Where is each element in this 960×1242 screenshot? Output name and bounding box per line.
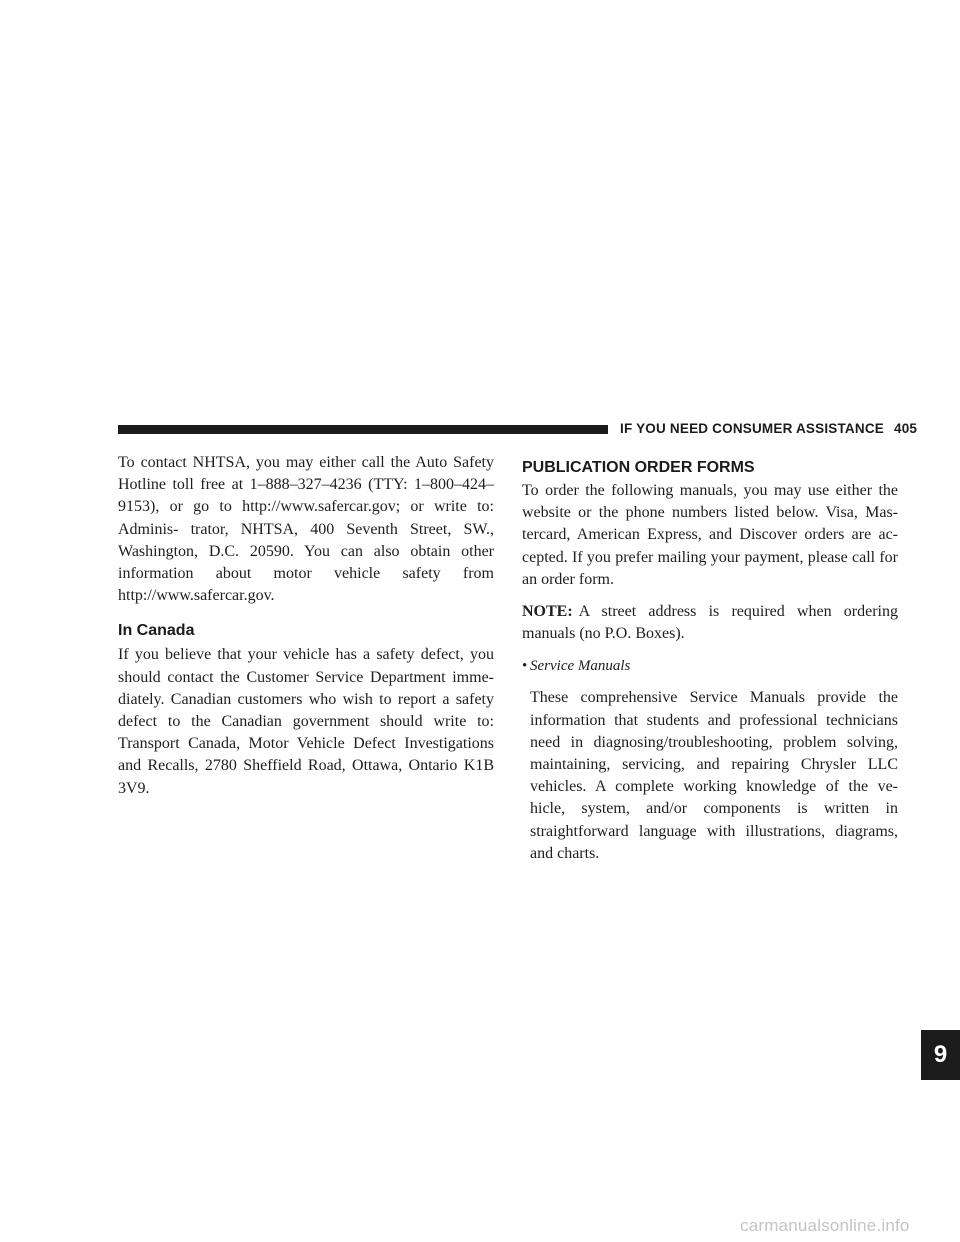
canada-paragraph: If you believe that your vehicle has a safety defect, you should contact the Customer Service Department imme- diately. Canadian customers who wish to report a safety defect to the Canadian government should write to: Transport Canada, Motor Vehicle Defect Investigations and Recalls, 2780 Sheffield Road, Ottawa, Ontario K1B 3V9. bbox=[118, 646, 494, 797]
note-paragraph bbox=[522, 601, 898, 645]
running-header bbox=[620, 421, 917, 436]
bullet-item bbox=[522, 655, 898, 677]
header-title: IF YOU NEED CONSUMER ASSISTANCE bbox=[620, 421, 884, 436]
header-rule bbox=[118, 425, 608, 434]
bullet-label: Service Manuals bbox=[530, 658, 631, 675]
service-manuals-paragraph: These comprehensive Service Manuals provide the information that students and professional technicians need in diagnosing/troubleshooting, problem solving, maintaining, servicing, and repairing Chrysler LLC vehicles. A complete working knowledge of the ve- hicle, system, and/or components is written in straightforward language with illustrations, diagrams, and charts. bbox=[530, 689, 898, 862]
page-number: 405 bbox=[893, 421, 918, 436]
nhtsa-paragraph: To contact NHTSA, you may either call the Auto Safety Hotline toll free at 1–888–327–4236 (TTY: 1–800–424– 9153), or go to http://www.safercar.gov; or write to: Adminis- trator, NHTSA, 400 Seventh Street, SW., Washington, D.C. 20590. You can also obtain other information about motor vehicle safety from http://www.safercar.gov. bbox=[118, 454, 494, 605]
bullet-icon: • bbox=[522, 658, 528, 675]
watermark: carmanualsonline.info bbox=[740, 1216, 910, 1235]
note-text: A street address is required when ordering manuals (no P.O. Boxes). bbox=[522, 603, 898, 643]
publication-heading: PUBLICATION ORDER FORMS bbox=[522, 459, 755, 476]
left-column bbox=[118, 452, 494, 800]
note-label: NOTE: bbox=[522, 603, 573, 621]
order-paragraph: To order the following manuals, you may use either the website or the phone numbers listed below. Visa, Mas- tercard, American Express, and Discover orders are ac- cepted. If you prefer mailing your payment, please call for an order form. bbox=[522, 482, 898, 588]
right-column bbox=[522, 452, 898, 865]
canada-heading: In Canada bbox=[118, 622, 195, 640]
chapter-tab: 9 bbox=[921, 1030, 960, 1080]
